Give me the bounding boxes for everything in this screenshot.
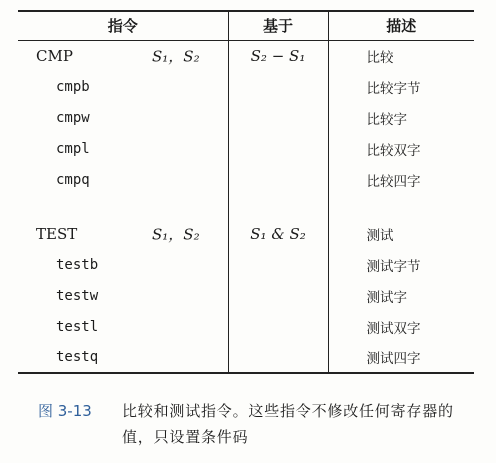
description-cmpq: 比较四字 xyxy=(328,164,474,195)
figure-caption xyxy=(38,398,478,450)
mnemonic-cmpq: cmpq xyxy=(56,171,90,188)
operands-cmp: S₁，S₂ xyxy=(152,47,200,66)
mnemonic-cmpl: cmpl xyxy=(56,140,90,157)
table-row-cmpl xyxy=(18,133,474,164)
mnemonic-cmp: CMP xyxy=(36,46,73,65)
description-testb: 测试字节 xyxy=(328,249,474,280)
table-row-testw xyxy=(18,280,474,311)
description-testl: 测试双字 xyxy=(328,311,474,342)
based-on-cmp: S₂ − S₁ xyxy=(228,40,328,71)
header-description: 描述 xyxy=(328,11,474,40)
figure-caption-text: 比较和测试指令。这些指令不修改任何寄存器的值，只设置条件码 xyxy=(122,402,454,446)
mnemonic-testw: testw xyxy=(56,287,99,304)
mnemonic-testq: testq xyxy=(56,349,99,365)
table-row-testl xyxy=(18,311,474,342)
instruction-table xyxy=(18,10,474,374)
description-cmpw: 比较字 xyxy=(328,102,474,133)
table-header-row xyxy=(18,11,474,40)
table-row-cmpw xyxy=(18,102,474,133)
mnemonic-cmpw: cmpw xyxy=(56,109,90,126)
description-cmpb: 比较字节 xyxy=(328,71,474,102)
table-row-cmpq xyxy=(18,164,474,195)
header-based-on: 基于 xyxy=(228,11,328,40)
table-row-test xyxy=(18,218,474,249)
mnemonic-cmpb: cmpb xyxy=(56,78,90,95)
based-on-test: S₁ & S₂ xyxy=(228,218,328,249)
table-row-testb xyxy=(18,249,474,280)
header-instruction: 指令 xyxy=(18,11,228,40)
description-cmp: 比较 xyxy=(328,40,474,71)
description-testw: 测试字 xyxy=(328,280,474,311)
figure-label: 图 3-13 xyxy=(38,402,92,420)
mnemonic-testl: testl xyxy=(56,318,99,335)
description-test: 测试 xyxy=(328,218,474,249)
operands-test: S₁，S₂ xyxy=(152,225,200,243)
table-row-cmpb xyxy=(18,71,474,102)
description-testq: 测试四字 xyxy=(328,342,474,373)
description-cmpl: 比较双字 xyxy=(328,133,474,164)
mnemonic-test: TEST xyxy=(36,224,78,243)
table-row-testq xyxy=(18,342,474,373)
table-row-cmp xyxy=(18,40,474,71)
table-spacer-row xyxy=(18,195,474,218)
mnemonic-testb: testb xyxy=(56,256,99,273)
